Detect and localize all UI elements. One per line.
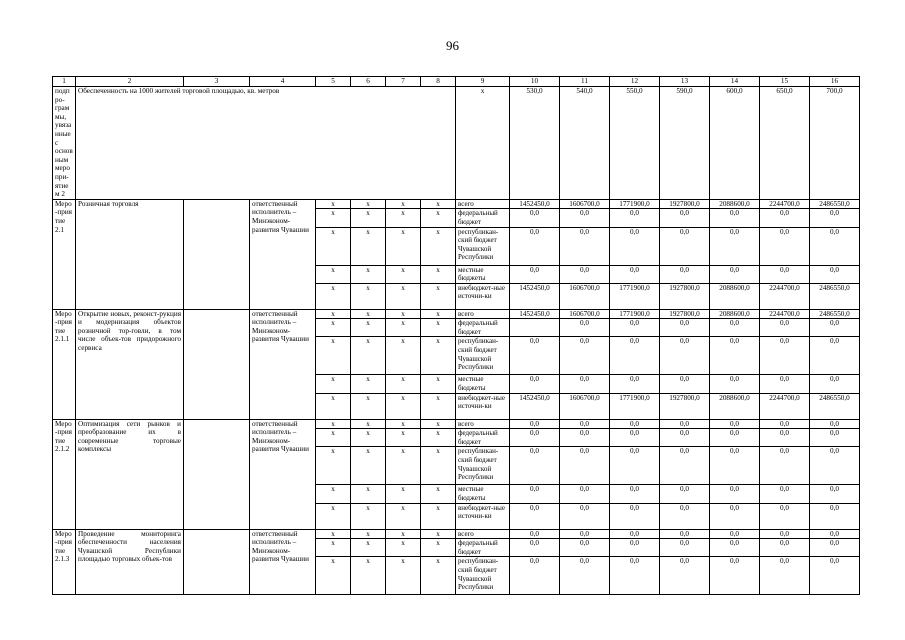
indicator-row bbox=[53, 87, 860, 200]
event-label-cell: Меро-приятие 2.1 bbox=[53, 199, 76, 309]
value-cell: 0,0 bbox=[560, 419, 610, 429]
value-cell: 0,0 bbox=[610, 447, 660, 485]
funding-source-cell: всего bbox=[456, 309, 510, 319]
value-cell: 1606700,0 bbox=[560, 283, 610, 309]
value-cell: 0,0 bbox=[510, 485, 560, 503]
indicator-subprogram-cell: подпро-граммы, увязанные с основным меропри-ятием 2 bbox=[53, 87, 76, 200]
value-cell: 0,0 bbox=[710, 503, 760, 529]
x-cell: x bbox=[421, 375, 456, 393]
x-cell: x bbox=[421, 503, 456, 529]
header-cell: 10 bbox=[510, 77, 560, 87]
x-cell: x bbox=[316, 485, 351, 503]
value-cell: 0,0 bbox=[560, 265, 610, 283]
event-label-cell: Меро-приятие 2.1.1 bbox=[53, 309, 76, 419]
header-cell: 16 bbox=[810, 77, 860, 87]
value-cell: 0,0 bbox=[610, 539, 660, 557]
value-cell: 0,0 bbox=[810, 319, 860, 337]
event-name-cell: Открытие новых, реконст-рукция и модернизация объектов розничной тор-говли, в том числе объек-тов придорожного сервиса bbox=[76, 309, 184, 419]
value-cell: 0,0 bbox=[810, 375, 860, 393]
x-cell: x bbox=[316, 557, 351, 595]
value-cell: 1452450,0 bbox=[510, 393, 560, 419]
value-cell: 0,0 bbox=[610, 485, 660, 503]
value-cell: 2088600,0 bbox=[710, 309, 760, 319]
x-cell: x bbox=[386, 485, 421, 503]
x-cell: x bbox=[316, 539, 351, 557]
value-cell: 0,0 bbox=[760, 447, 810, 485]
value-cell: 0,0 bbox=[610, 503, 660, 529]
value-cell: 0,0 bbox=[810, 485, 860, 503]
funding-source-cell: внебюджет-ные источни-ки bbox=[456, 283, 510, 309]
value-cell: 0,0 bbox=[710, 539, 760, 557]
value-cell: 0,0 bbox=[610, 429, 660, 447]
event-label-cell: Меро-приятие 2.1.3 bbox=[53, 529, 76, 595]
funding-source-cell: всего bbox=[456, 199, 510, 209]
x-cell: x bbox=[351, 199, 386, 209]
funding-source-cell: всего bbox=[456, 419, 510, 429]
value-cell: 2486550,0 bbox=[810, 393, 860, 419]
event-name-cell: Розничная торговля bbox=[76, 199, 184, 309]
x-cell: x bbox=[316, 283, 351, 309]
x-cell: x bbox=[351, 539, 386, 557]
header-cell: 7 bbox=[386, 77, 421, 87]
value-cell: 2088600,0 bbox=[710, 283, 760, 309]
value-cell: 0,0 bbox=[810, 447, 860, 485]
x-cell: x bbox=[386, 429, 421, 447]
event-name-cell: Проведение мониторинга обеспеченности населения Чувашской Республики площадью торговых объек-тов bbox=[76, 529, 184, 595]
value-cell: 0,0 bbox=[760, 419, 810, 429]
value-cell: 0,0 bbox=[560, 429, 610, 447]
indicator-value-cell: 530,0 bbox=[510, 87, 560, 200]
x-cell: x bbox=[386, 375, 421, 393]
x-cell: x bbox=[316, 503, 351, 529]
value-cell: 0,0 bbox=[710, 529, 760, 539]
value-cell: 0,0 bbox=[760, 319, 810, 337]
value-cell: 0,0 bbox=[660, 557, 710, 595]
x-cell: x bbox=[351, 419, 386, 429]
value-cell: 0,0 bbox=[760, 539, 810, 557]
event-executor-cell: ответственный исполнитель – Минэконом-развития Чувашии bbox=[250, 529, 316, 595]
header-cell: 8 bbox=[421, 77, 456, 87]
table-row bbox=[53, 309, 860, 319]
x-cell: x bbox=[421, 227, 456, 265]
page-number: 96 bbox=[446, 38, 459, 53]
x-cell: x bbox=[386, 539, 421, 557]
x-cell: x bbox=[316, 375, 351, 393]
header-cell: 1 bbox=[53, 77, 76, 87]
value-cell: 0,0 bbox=[760, 503, 810, 529]
value-cell: 0,0 bbox=[610, 227, 660, 265]
table-body bbox=[53, 77, 860, 595]
x-cell: x bbox=[421, 447, 456, 485]
value-cell: 2088600,0 bbox=[710, 199, 760, 209]
x-cell: x bbox=[386, 319, 421, 337]
x-cell: x bbox=[316, 337, 351, 375]
value-cell: 0,0 bbox=[760, 337, 810, 375]
value-cell: 2244700,0 bbox=[760, 309, 810, 319]
value-cell: 0,0 bbox=[810, 429, 860, 447]
value-cell: 0,0 bbox=[760, 265, 810, 283]
header-cell: 11 bbox=[560, 77, 610, 87]
value-cell: 0,0 bbox=[510, 419, 560, 429]
funding-source-cell: федеральный бюджет bbox=[456, 319, 510, 337]
funding-source-cell: республикан-ский бюджет Чувашской Республики bbox=[456, 227, 510, 265]
x-cell: x bbox=[386, 393, 421, 419]
value-cell: 0,0 bbox=[810, 419, 860, 429]
x-cell: x bbox=[421, 319, 456, 337]
funding-source-cell: федеральный бюджет bbox=[456, 429, 510, 447]
table-row bbox=[53, 419, 860, 429]
value-cell: 0,0 bbox=[710, 227, 760, 265]
value-cell: 1606700,0 bbox=[560, 309, 610, 319]
value-cell: 0,0 bbox=[660, 419, 710, 429]
x-cell: x bbox=[351, 393, 386, 419]
value-cell: 0,0 bbox=[660, 319, 710, 337]
indicator-value-cell: 700,0 bbox=[810, 87, 860, 200]
value-cell: 1771900,0 bbox=[610, 283, 660, 309]
x-cell: x bbox=[316, 393, 351, 419]
x-cell: x bbox=[421, 199, 456, 209]
event-name-cell: Оптимизация сети рынков и преобразование их в современные торговые комплексы bbox=[76, 419, 184, 529]
x-cell: x bbox=[316, 265, 351, 283]
x-cell: x bbox=[316, 227, 351, 265]
x-cell: x bbox=[421, 337, 456, 375]
value-cell: 0,0 bbox=[660, 503, 710, 529]
value-cell: 0,0 bbox=[710, 447, 760, 485]
value-cell: 0,0 bbox=[760, 485, 810, 503]
value-cell: 1927800,0 bbox=[660, 283, 710, 309]
value-cell: 0,0 bbox=[710, 429, 760, 447]
funding-source-cell: внебюджет-ные источни-ки bbox=[456, 503, 510, 529]
value-cell: 0,0 bbox=[510, 503, 560, 529]
indicator-x-cell: x bbox=[456, 87, 510, 200]
value-cell: 0,0 bbox=[710, 319, 760, 337]
value-cell: 0,0 bbox=[510, 209, 560, 227]
x-cell: x bbox=[316, 447, 351, 485]
x-cell: x bbox=[316, 529, 351, 539]
value-cell: 0,0 bbox=[510, 265, 560, 283]
x-cell: x bbox=[351, 319, 386, 337]
value-cell: 0,0 bbox=[610, 265, 660, 283]
value-cell: 0,0 bbox=[560, 447, 610, 485]
indicator-value-cell: 590,0 bbox=[660, 87, 710, 200]
x-cell: x bbox=[351, 529, 386, 539]
value-cell: 0,0 bbox=[660, 429, 710, 447]
x-cell: x bbox=[351, 485, 386, 503]
value-cell: 0,0 bbox=[660, 529, 710, 539]
value-cell: 2244700,0 bbox=[760, 199, 810, 209]
value-cell: 0,0 bbox=[810, 539, 860, 557]
value-cell: 2486550,0 bbox=[810, 309, 860, 319]
x-cell: x bbox=[421, 529, 456, 539]
value-cell: 0,0 bbox=[810, 337, 860, 375]
x-cell: x bbox=[351, 265, 386, 283]
value-cell: 0,0 bbox=[710, 209, 760, 227]
value-cell: 0,0 bbox=[660, 337, 710, 375]
value-cell: 0,0 bbox=[710, 265, 760, 283]
value-cell: 1606700,0 bbox=[560, 393, 610, 419]
value-cell: 0,0 bbox=[760, 557, 810, 595]
x-cell: x bbox=[316, 419, 351, 429]
value-cell: 0,0 bbox=[760, 227, 810, 265]
value-cell: 0,0 bbox=[660, 447, 710, 485]
value-cell: 1771900,0 bbox=[610, 393, 660, 419]
value-cell: 0,0 bbox=[660, 227, 710, 265]
header-cell: 13 bbox=[660, 77, 710, 87]
value-cell: 0,0 bbox=[560, 319, 610, 337]
value-cell: 0,0 bbox=[510, 227, 560, 265]
value-cell: 0,0 bbox=[810, 529, 860, 539]
x-cell: x bbox=[421, 557, 456, 595]
x-cell: x bbox=[351, 429, 386, 447]
value-cell: 0,0 bbox=[610, 209, 660, 227]
value-cell: 1452450,0 bbox=[510, 199, 560, 209]
x-cell: x bbox=[386, 529, 421, 539]
x-cell: x bbox=[386, 283, 421, 309]
header-row bbox=[53, 77, 860, 87]
value-cell: 0,0 bbox=[710, 557, 760, 595]
value-cell: 0,0 bbox=[510, 557, 560, 595]
event-executor-cell: ответственный исполнитель – Минэконом-развития Чувашии bbox=[250, 199, 316, 309]
event-executor-cell: ответственный исполнитель – Минэконом-развития Чувашии bbox=[250, 309, 316, 419]
value-cell: 0,0 bbox=[610, 319, 660, 337]
value-cell: 0,0 bbox=[810, 265, 860, 283]
x-cell: x bbox=[386, 265, 421, 283]
indicator-value-cell: 540,0 bbox=[560, 87, 610, 200]
header-cell: 15 bbox=[760, 77, 810, 87]
x-cell: x bbox=[351, 337, 386, 375]
x-cell: x bbox=[351, 209, 386, 227]
x-cell: x bbox=[421, 265, 456, 283]
x-cell: x bbox=[386, 309, 421, 319]
value-cell: 0,0 bbox=[710, 337, 760, 375]
header-cell: 4 bbox=[250, 77, 316, 87]
value-cell: 1927800,0 bbox=[660, 199, 710, 209]
funding-source-cell: республикан-ский бюджет Чувашской Республики bbox=[456, 557, 510, 595]
x-cell: x bbox=[421, 283, 456, 309]
header-cell: 14 bbox=[710, 77, 760, 87]
value-cell: 0,0 bbox=[760, 529, 810, 539]
value-cell: 0,0 bbox=[560, 557, 610, 595]
x-cell: x bbox=[351, 503, 386, 529]
value-cell: 1927800,0 bbox=[660, 393, 710, 419]
value-cell: 0,0 bbox=[810, 503, 860, 529]
event-label-cell: Меро-приятие 2.1.2 bbox=[53, 419, 76, 529]
x-cell: x bbox=[316, 309, 351, 319]
value-cell: 0,0 bbox=[560, 337, 610, 375]
indicator-value-cell: 550,0 bbox=[610, 87, 660, 200]
value-cell: 0,0 bbox=[760, 429, 810, 447]
value-cell: 0,0 bbox=[510, 529, 560, 539]
header-cell: 2 bbox=[76, 77, 184, 87]
table-row bbox=[53, 199, 860, 209]
x-cell: x bbox=[351, 227, 386, 265]
value-cell: 1771900,0 bbox=[610, 199, 660, 209]
value-cell: 1452450,0 bbox=[510, 309, 560, 319]
indicator-value-cell: 650,0 bbox=[760, 87, 810, 200]
value-cell: 1927800,0 bbox=[660, 309, 710, 319]
header-cell: 3 bbox=[184, 77, 250, 87]
value-cell: 0,0 bbox=[560, 485, 610, 503]
funding-source-cell: федеральный бюджет bbox=[456, 209, 510, 227]
value-cell: 0,0 bbox=[610, 375, 660, 393]
x-cell: x bbox=[421, 309, 456, 319]
value-cell: 0,0 bbox=[610, 337, 660, 375]
x-cell: x bbox=[386, 337, 421, 375]
x-cell: x bbox=[351, 375, 386, 393]
header-cell: 6 bbox=[351, 77, 386, 87]
value-cell: 0,0 bbox=[560, 539, 610, 557]
x-cell: x bbox=[316, 209, 351, 227]
value-cell: 2486550,0 bbox=[810, 199, 860, 209]
x-cell: x bbox=[316, 319, 351, 337]
value-cell: 0,0 bbox=[610, 557, 660, 595]
x-cell: x bbox=[421, 539, 456, 557]
funding-source-cell: республикан-ский бюджет Чувашской Республики bbox=[456, 337, 510, 375]
value-cell bbox=[510, 319, 560, 337]
value-cell: 0,0 bbox=[510, 375, 560, 393]
value-cell: 0,0 bbox=[710, 485, 760, 503]
value-cell: 0,0 bbox=[510, 447, 560, 485]
budget-table bbox=[52, 76, 860, 595]
x-cell: x bbox=[351, 309, 386, 319]
indicator-value-cell: 600,0 bbox=[710, 87, 760, 200]
value-cell: 0,0 bbox=[710, 375, 760, 393]
value-cell: 0,0 bbox=[760, 375, 810, 393]
value-cell: 0,0 bbox=[560, 209, 610, 227]
funding-source-cell: местные бюджеты bbox=[456, 265, 510, 283]
header-cell: 5 bbox=[316, 77, 351, 87]
x-cell: x bbox=[421, 393, 456, 419]
value-cell: 1771900,0 bbox=[610, 309, 660, 319]
x-cell: x bbox=[351, 557, 386, 595]
event-empty-cell bbox=[184, 309, 250, 419]
x-cell: x bbox=[316, 429, 351, 447]
value-cell: 0,0 bbox=[660, 209, 710, 227]
value-cell: 0,0 bbox=[610, 529, 660, 539]
x-cell: x bbox=[386, 209, 421, 227]
value-cell: 0,0 bbox=[610, 419, 660, 429]
value-cell: 0,0 bbox=[660, 485, 710, 503]
x-cell: x bbox=[386, 227, 421, 265]
value-cell: 2486550,0 bbox=[810, 283, 860, 309]
x-cell: x bbox=[316, 199, 351, 209]
x-cell: x bbox=[386, 447, 421, 485]
value-cell: 0,0 bbox=[760, 209, 810, 227]
x-cell: x bbox=[421, 429, 456, 447]
event-empty-cell bbox=[184, 199, 250, 309]
x-cell: x bbox=[386, 557, 421, 595]
header-cell: 12 bbox=[610, 77, 660, 87]
value-cell: 0,0 bbox=[660, 539, 710, 557]
x-cell: x bbox=[386, 199, 421, 209]
value-cell: 0,0 bbox=[560, 503, 610, 529]
funding-source-cell: местные бюджеты bbox=[456, 485, 510, 503]
value-cell: 0,0 bbox=[810, 557, 860, 595]
value-cell: 0,0 bbox=[510, 337, 560, 375]
value-cell: 0,0 bbox=[810, 209, 860, 227]
value-cell: 2244700,0 bbox=[760, 393, 810, 419]
value-cell: 2088600,0 bbox=[710, 393, 760, 419]
funding-source-cell: республикан-ский бюджет Чувашской Республики bbox=[456, 447, 510, 485]
event-executor-cell: ответственный исполнитель – Минэконом-развития Чувашии bbox=[250, 419, 316, 529]
value-cell: 0,0 bbox=[510, 539, 560, 557]
x-cell: x bbox=[351, 283, 386, 309]
value-cell: 0,0 bbox=[660, 265, 710, 283]
event-empty-cell bbox=[184, 529, 250, 595]
value-cell: 2244700,0 bbox=[760, 283, 810, 309]
value-cell: 1452450,0 bbox=[510, 283, 560, 309]
x-cell: x bbox=[386, 503, 421, 529]
value-cell: 0,0 bbox=[560, 375, 610, 393]
value-cell: 0,0 bbox=[810, 227, 860, 265]
value-cell: 0,0 bbox=[560, 227, 610, 265]
funding-source-cell: всего bbox=[456, 529, 510, 539]
value-cell: 0,0 bbox=[510, 429, 560, 447]
value-cell: 0,0 bbox=[660, 375, 710, 393]
value-cell: 0,0 bbox=[710, 419, 760, 429]
indicator-name-cell: Обеспеченность на 1000 жителей торговой площадью, кв. метров bbox=[76, 87, 456, 200]
funding-source-cell: федеральный бюджет bbox=[456, 539, 510, 557]
x-cell: x bbox=[351, 447, 386, 485]
x-cell: x bbox=[421, 485, 456, 503]
funding-source-cell: местные бюджеты bbox=[456, 375, 510, 393]
event-empty-cell bbox=[184, 419, 250, 529]
x-cell: x bbox=[386, 419, 421, 429]
value-cell: 1606700,0 bbox=[560, 199, 610, 209]
value-cell: 0,0 bbox=[560, 529, 610, 539]
header-cell: 9 bbox=[456, 77, 510, 87]
x-cell: x bbox=[421, 419, 456, 429]
table-row bbox=[53, 529, 860, 539]
funding-source-cell: внебюджет-ные источни-ки bbox=[456, 393, 510, 419]
x-cell: x bbox=[421, 209, 456, 227]
